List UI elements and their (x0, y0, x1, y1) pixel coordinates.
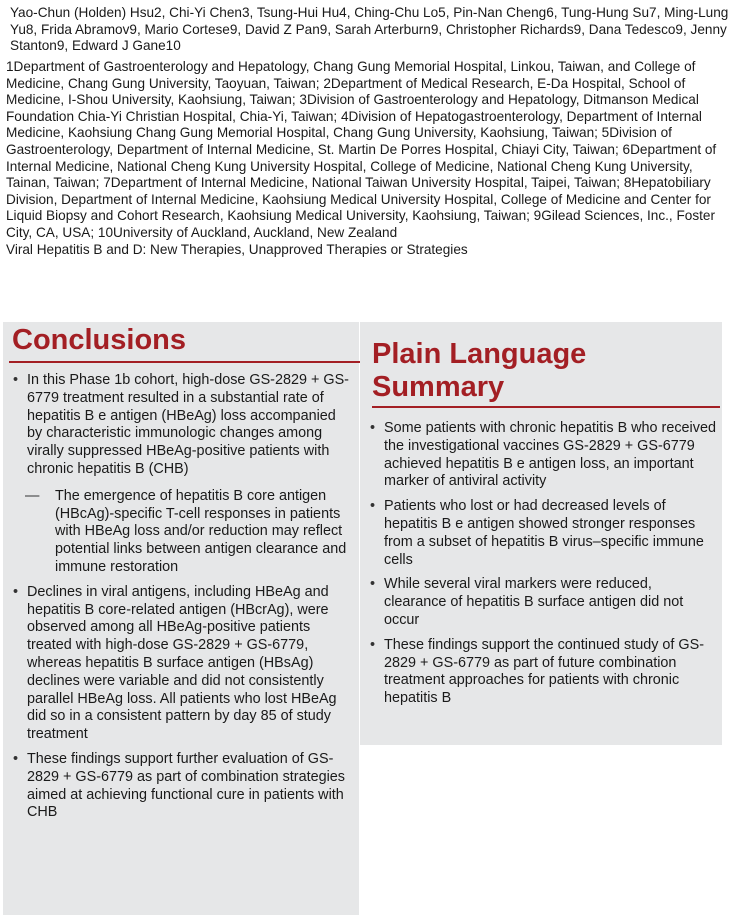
conclusions-sub-bullet (25, 487, 353, 577)
plain-language-bullet-1: • Some patients with chronic hepatitis B who received the investigational vaccines GS-2829 + GS-6779 achieved hepatitis B e antigen loss, an important marker of antiviral activity (370, 420, 718, 491)
plain-language-list (370, 420, 718, 715)
plain-language-bullet-2: • Patients who lost or had decreased levels of hepatitis B e antigen showed stronger responses from a subset of hepatitis B virus–specific immune cells (370, 498, 718, 569)
plain-language-bullet-3: • While several viral markers were reduced, clearance of hepatitis B surface antigen did not occur (370, 576, 718, 629)
plain-language-divider (372, 406, 720, 408)
conclusions-bullet-1 (13, 372, 353, 577)
conclusions-bullet-2: • Declines in viral antigens, including HBeAg and hepatitis B core-related antigen (HBcrAg), were observed among all HBeAg-positive patients treated with high-dose GS-2829 + GS-6779, whereas hepatitis B surface antigen (HBsAg) declines were variable and did not consistently parallel HBeAg loss. All patients who lost HBeAg did so in a consistent pattern by day 85 of study treatment (13, 584, 353, 744)
conclusions-bullet-1-text: In this Phase 1b cohort, high-dose GS-2829 + GS-6779 treatment resulted in a substantial rate of hepatitis B e antigen (HBeAg) loss accompanied by characteristic immunologic changes among virally suppressed HBeAg-positive patients with chronic hepatitis B (CHB) (27, 372, 349, 477)
conclusions-list (13, 372, 353, 829)
author-list: Yao-Chun (Holden) Hsu2, Chi-Yi Chen3, Tsung-Hui Hu4, Ching-Chu Lo5, Pin-Nan Cheng6, Tung-Hung Su7, Ming-Lung Yu8, Frida Abramov9, Mario Cortese9, David Z Pan9, Sarah Arterburn9, Christopher Richards9, Dana Tedesco9, Jenny Stanton9, Edward J Gane10 (10, 5, 729, 54)
conclusions-divider (9, 361, 361, 363)
plain-language-heading: Plain Language Summary (372, 338, 587, 403)
affiliation-list (6, 59, 728, 258)
session-title: Viral Hepatitis B and D: New Therapies, Unapproved Therapies or Strategies (6, 241, 468, 257)
conclusions-sub-bullet-text: The emergence of hepatitis B core antigen (HBcAg)-specific T-cell responses in patients with HBeAg loss and/or reduction may reflect potential links between antigen clearance and immune restoration (55, 487, 347, 575)
conclusions-bullet-3: • These findings support further evaluation of GS-2829 + GS-6779 as part of combination strategies aimed at achieving functional cure in patients with CHB (13, 751, 353, 822)
affiliations-text: 1Department of Gastroenterology and Hepatology, Chang Gung Memorial Hospital, Linkou, Taiwan, and College of Medicine, Chang Gung University, Taoyuan, Taiwan; 2Department of Medical Research, E-Da Hospital, School of Medicine, I-Shou University, Kaohsiung, Taiwan; 3Division of Gastroenterology and Hepatology, Ditmanson Medical Foundation Chia-Yi Christian Hospital, Chia-Yi, Taiwan; 4Division of Hepatogastroenterology, Department of Internal Medicine, Kaohsiung Chang Gung Memorial Hospital, Chang Gung University, Kaohsiung, Taiwan; 5Division of Gastroenterology, Department of Internal Medicine, St. Martin De Porres Hospital, Chiayi City, Taiwan; 6Department of Internal Medicine, National Cheng Kung University Hospital, College of Medicine, National Cheng Kung University, Tainan, Taiwan; 7Department of Internal Medicine, National Taiwan University Hospital, Taipei, Taiwan; 8Hepatobiliary Division, Department of Internal Medicine, Kaohsiung Medical University Hospital, College of Medicine and Center for Liquid Biopsy and Cohort Research, Kaohsiung Medical University, Kaohsiung, Taiwan; 9Gilead Sciences, Inc., Foster City, CA, USA; 10University of Auckland, Auckland, New Zealand (6, 59, 717, 240)
conclusions-panel (3, 322, 359, 915)
dash-icon: — (25, 487, 40, 504)
plain-language-bullet-4: • These findings support the continued study of GS-2829 + GS-6779 as part of future combination treatment approaches for patients with chronic hepatitis B (370, 637, 718, 708)
plain-language-panel (360, 322, 722, 745)
conclusions-sublist (27, 488, 353, 577)
conclusions-heading: Conclusions (12, 324, 187, 356)
